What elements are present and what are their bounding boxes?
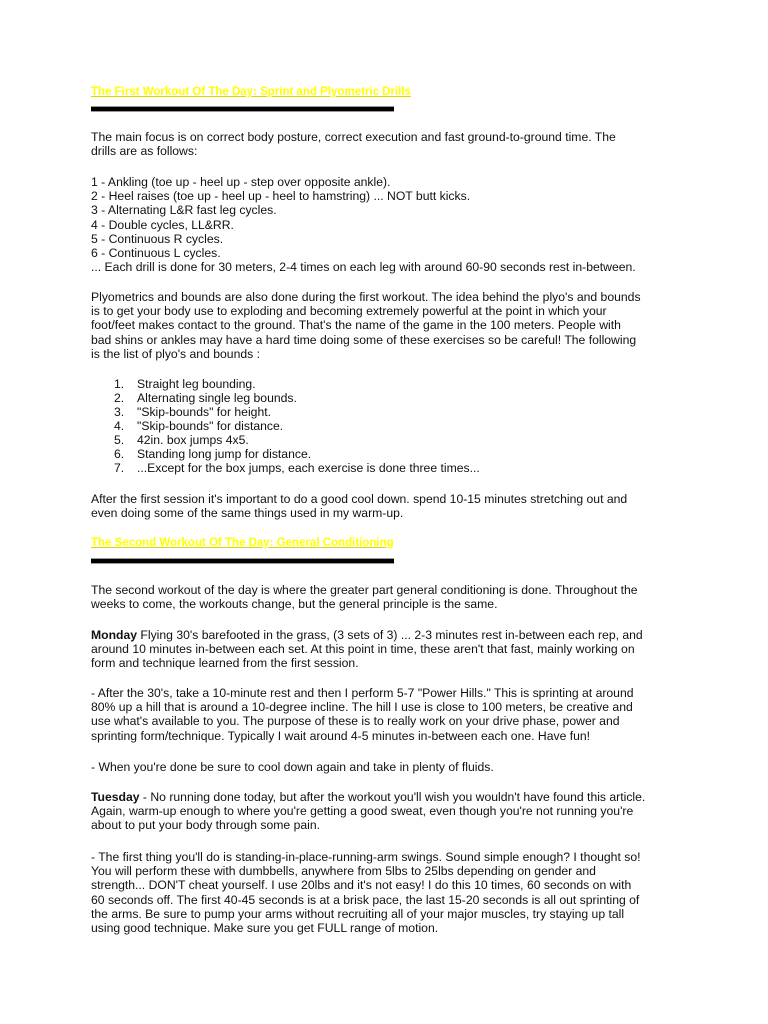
arm-swings-paragraph (91, 850, 691, 935)
list-text: Alternating single leg bounds. (137, 391, 297, 405)
fluids-paragraph (91, 760, 691, 774)
text-line: 60 seconds off. The first 40-45 seconds is at a brisk pace, the last 15-20 seconds is all out sprinting of (91, 892, 640, 907)
list-number: 6. (114, 447, 125, 461)
list-number: 2. (114, 391, 125, 405)
section1-intro (91, 130, 691, 158)
text-line: 80% up a hill that is around a 10-degree incline. The hill I use is close to 100 meters, be creative and (91, 700, 633, 715)
drill-item: 4 - Double cycles, LL&RR. (91, 217, 234, 232)
text-line: strength... DON'T cheat yourself. I use 20lbs and it's not easy! I do this 10 times, 60 seconds on with (91, 878, 632, 893)
list-item (114, 433, 480, 447)
text-line (91, 790, 691, 804)
text-line: weeks to come, the workouts change, but the general principle is the same. (91, 597, 498, 612)
list-number: 3. (114, 405, 125, 419)
text-line: around 10 minutes in-between each set. At this point in time, these aren't that fast, mainly working on (91, 642, 635, 657)
monday-text: Flying 30's barefooted in the grass, (3 sets of 3) ... 2-3 minutes rest in-between each rep, and (137, 628, 643, 642)
text-line: using good technique. Make sure you get FULL range of motion. (91, 921, 439, 936)
text-line: bad shins or ankles may have a hard time doing some of these exercises so be careful! The following (91, 332, 637, 347)
list-text: ...Except for the box jumps, each exercise is done three times... (137, 461, 480, 475)
text-line (91, 628, 691, 642)
text-line: even doing some of the same things used in my warm-up. (91, 506, 404, 521)
text-line: - After the 30's, take a 10-minute rest and then I perform 5-7 "Power Hills." This is sprinting at around (91, 686, 634, 700)
list-text: "Skip-bounds" for height. (137, 405, 271, 419)
section2-intro (91, 583, 691, 611)
text-line: You will perform these with dumbbells, anywhere from 5lbs to 25lbs depending on gender and (91, 864, 596, 879)
list-item (114, 377, 480, 391)
text-line: - When you're done be sure to cool down again and take in plenty of fluids. (91, 760, 494, 774)
text-line: is to get your body use to exploding and becoming extremely powerful at the point in which your (91, 304, 607, 319)
list-text: Standing long jump for distance. (137, 447, 312, 461)
tuesday-text: - No running done today, but after the workout you'll wish you wouldn't have found this article. (139, 790, 646, 804)
plyo-intro (91, 290, 691, 361)
drills-list (91, 175, 691, 274)
text-line: sprinting form/technique. Typically I wait around 4-5 minutes in-between each one. Have fun! (91, 728, 591, 743)
section1-rule (91, 106, 394, 112)
text-line: use what's available to you. The purpose of these is to really work on your drive phase, power and (91, 714, 620, 729)
text-line: - The first thing you'll do is standing-in-place-running-arm swings. Sound simple enough? I thought so! (91, 850, 641, 864)
text-line: foot/feet makes contact to the ground. That's the name of the game in the 100 meters. People with (91, 318, 621, 333)
tuesday-paragraph (91, 790, 691, 833)
list-number: 5. (114, 433, 125, 447)
list-item (114, 461, 480, 475)
monday-label: Monday (91, 628, 138, 642)
drill-note: ... Each drill is done for 30 meters, 2-4 times on each leg with around 60-90 seconds rest in-between. (91, 260, 636, 275)
text-line: about to put your body through some pain. (91, 818, 321, 833)
monday-paragraph (91, 628, 691, 671)
drill-item: 5 - Continuous R cycles. (91, 231, 224, 246)
text-line: drills are as follows: (91, 144, 198, 159)
list-item (114, 405, 480, 419)
list-text: Straight leg bounding. (137, 377, 256, 391)
list-number: 1. (114, 377, 125, 391)
list-text: "Skip-bounds" for distance. (137, 419, 284, 433)
text-line: Again, warm-up enough to where you're getting a good sweat, even though you're not running you're (91, 804, 634, 819)
text-line: After the first session it's important to do a good cool down. spend 10-15 minutes stretching out and (91, 492, 628, 506)
list-number: 7. (114, 461, 125, 475)
list-item (114, 447, 480, 461)
section2-heading: The Second Workout Of The Day: General Conditioning (91, 537, 394, 549)
drill-item: 6 - Continuous L cycles. (91, 246, 221, 261)
text-line: is the list of plyo's and bounds : (91, 346, 260, 361)
cooldown-paragraph (91, 492, 691, 520)
plyo-list (114, 377, 480, 475)
drill-item: 1 - Ankling (toe up - heel up - step over opposite ankle). (91, 175, 391, 189)
drill-item: 2 - Heel raises (toe up - heel up - heel to hamstring) ... NOT butt kicks. (91, 189, 471, 204)
list-text: 42in. box jumps 4x5. (137, 433, 249, 447)
list-number: 4. (114, 419, 125, 433)
list-item (114, 391, 480, 405)
tuesday-label: Tuesday (91, 790, 140, 804)
text-line: The main focus is on correct body posture, correct execution and fast ground-to-ground time. The (91, 130, 616, 144)
drill-item: 3 - Alternating L&R fast leg cycles. (91, 203, 277, 218)
text-line: form and technique learned from the first session. (91, 656, 359, 671)
section2-rule (91, 558, 394, 564)
text-line: The second workout of the day is where the greater part general conditioning is done. Throughout the (91, 583, 638, 597)
power-hills-paragraph (91, 686, 691, 743)
text-line: Plyometrics and bounds are also done during the first workout. The idea behind the plyo's and bounds (91, 290, 641, 304)
section1-heading: The First Workout Of The Day: Sprint and Plyometric Drills (91, 86, 411, 98)
list-item (114, 419, 480, 433)
text-line: the arms. Be sure to pump your arms without recruiting all of your major muscles, try staying up tall (91, 906, 625, 921)
